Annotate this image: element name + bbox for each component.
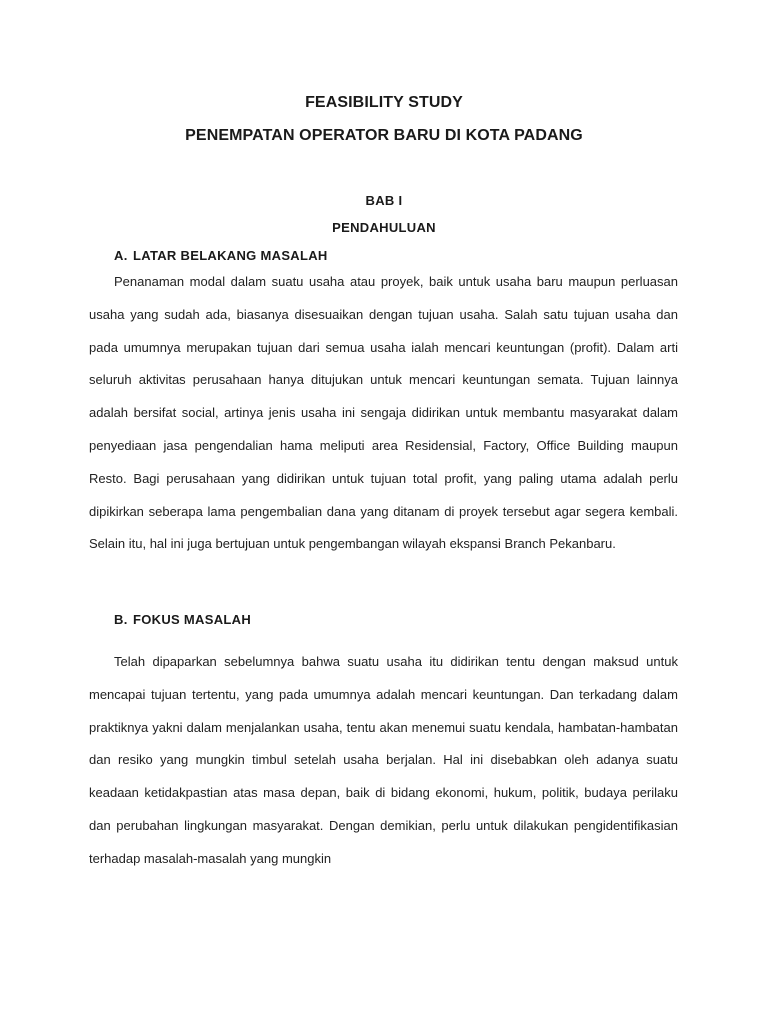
section-title: FOKUS MASALAH xyxy=(133,612,252,627)
section-heading-a xyxy=(114,248,328,263)
document-subtitle: PENEMPATAN OPERATOR BARU DI KOTA PADANG xyxy=(185,127,583,144)
section-paragraph-b: Telah dipaparkan sebelumnya bahwa suatu usaha itu didirikan tentu dengan maksud untuk mencapai tujuan tertentu, yang pada umumnya adalah mencari keuntungan. Dan terkadang dalam praktiknya yakni dalam menjalankan usaha, tentu akan menemui suatu kendala, hambatan-hambatan dan resiko yang mungkin timbul setelah usaha berjalan. Hal ini disebabkan oleh adanya suatu keadaan ketidakpastian atas masa depan, baik di bidang ekonomi, hukum, politik, budaya perilaku dan perubahan lingkungan masyarakat. Dengan demikian, perlu untuk dilakukan pengidentifikasian terhadap masalah-masalah yang mungkin xyxy=(89,654,678,866)
section-paragraph-a: Penanaman modal dalam suatu usaha atau proyek, baik untuk usaha baru maupun perluasan usaha yang sudah ada, biasanya disesuaikan dengan tujuan usaha. Salah satu tujuan usaha dan pada umumnya merupakan tujuan dari semua usaha ialah mencari keuntungan (profit). Dalam arti seluruh aktivitas perusahaan hanya ditujukan untuk mencari keuntungan semata. Tujuan lainnya adalah bersifat social, artinya jenis usaha ini sengaja didirikan untuk membantu masyarakat dalam penyediaan jasa pengendalian hama meliputi area Residensial, Factory, Office Building maupun Resto. Bagi perusahaan yang didirikan untuk tujuan total profit, yang paling utama adalah perlu dipikirkan seberapa lama pengembalian dana yang ditanam di proyek tersebut agar segera kembali. Selain itu, hal ini juga bertujuan untuk pengembangan wilayah ekspansi Branch Pekanbaru. xyxy=(89,274,678,552)
chapter-title: PENDAHULUAN xyxy=(332,220,436,235)
section-letter: A. xyxy=(114,248,128,263)
section-letter: B. xyxy=(114,612,128,627)
chapter-number: BAB I xyxy=(365,193,403,208)
section-title: LATAR BELAKANG MASALAH xyxy=(133,248,328,263)
section-heading-b xyxy=(114,612,251,627)
document-title: FEASIBILITY STUDY xyxy=(305,94,463,111)
